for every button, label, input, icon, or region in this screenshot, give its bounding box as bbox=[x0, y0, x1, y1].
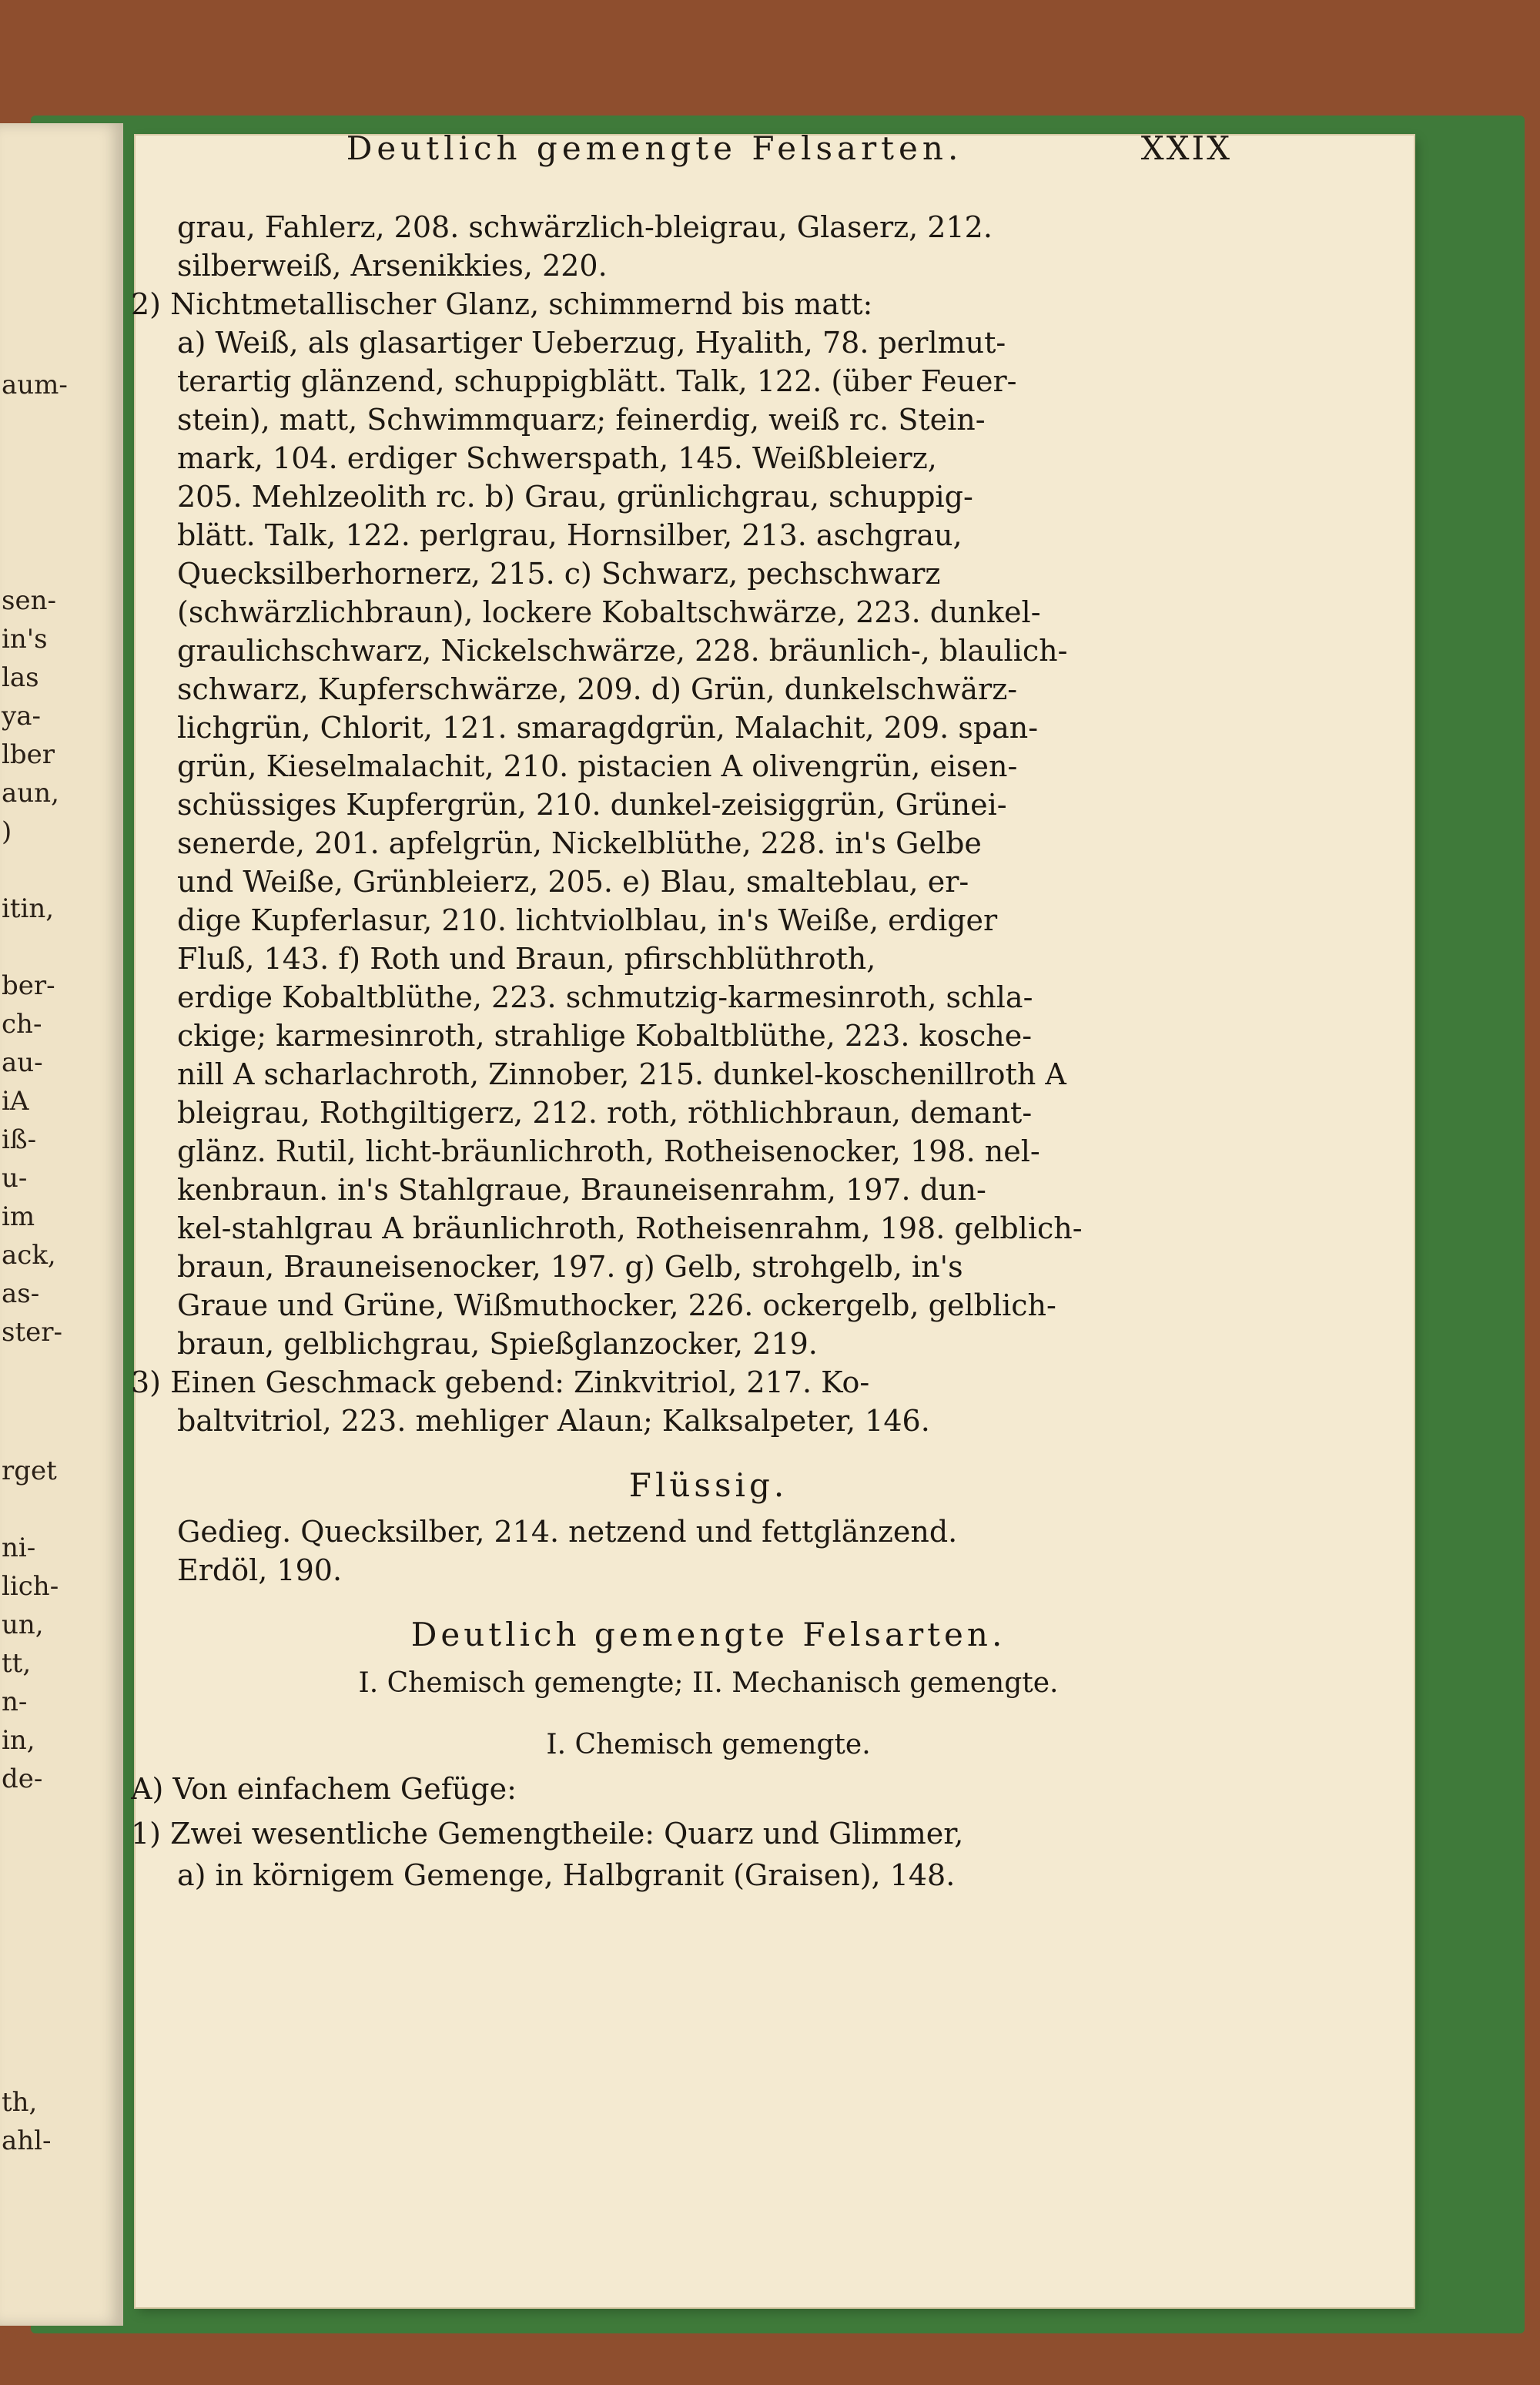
text-line: blätt. Talk, 122. perlgrau, Hornsilber, 213. aschgrau, bbox=[177, 518, 962, 552]
left-page-fragment: tt, bbox=[2, 1648, 32, 1679]
text-line: kel-stahlgrau A bräunlichroth, Rotheisenrahm, 198. gelblich- bbox=[177, 1211, 1083, 1245]
left-page-fragment: rget bbox=[2, 1455, 57, 1486]
left-page-fragment: sen- bbox=[2, 585, 56, 616]
text-line: senerde, 201. apfelgrün, Nickelblüthe, 228. in's Gelbe bbox=[177, 826, 982, 860]
left-page-fragment: ber- bbox=[2, 970, 55, 1001]
left-page-fragment: ) bbox=[2, 816, 12, 847]
left-page-fragment: aum- bbox=[2, 370, 68, 400]
text-line: grün, Kieselmalachit, 210. pistacien A olivengrün, eisen- bbox=[177, 749, 1018, 783]
text-line: dige Kupferlasur, 210. lichtviolblau, in's Weiße, erdiger bbox=[177, 903, 998, 937]
text-line: Quecksilberhornerz, 215. c) Schwarz, pechschwarz bbox=[177, 557, 941, 591]
left-page-fragment: ster- bbox=[2, 1317, 62, 1348]
text-line: terartig glänzend, schuppigblätt. Talk, 122. (über Feuer- bbox=[177, 364, 1017, 398]
text-line: baltvitriol, 223. mehliger Alaun; Kalksalpeter, 146. bbox=[177, 1404, 930, 1438]
left-page-fragment: ack, bbox=[2, 1240, 56, 1271]
text-line: nill A scharlachroth, Zinnober, 215. dunkel-koschenillroth A bbox=[177, 1057, 1066, 1091]
left-page-fragment: au- bbox=[2, 1047, 43, 1078]
text-line: silberweiß, Arsenikkies, 220. bbox=[177, 249, 608, 283]
text-line: a) Weiß, als glasartiger Ueberzug, Hyalith, 78. perlmut- bbox=[177, 326, 1006, 360]
text-line: 1) Zwei wesentliche Gemengtheile: Quarz und Glimmer, bbox=[131, 1817, 964, 1851]
text-line: graulichschwarz, Nickelschwärze, 228. bräunlich-, blaulich- bbox=[177, 634, 1068, 668]
left-page-fragment: ch- bbox=[2, 1009, 42, 1040]
left-page-fragment: ahl- bbox=[2, 2125, 52, 2156]
text-line: lichgrün, Chlorit, 121. smaragdgrün, Malachit, 209. span- bbox=[177, 711, 1039, 745]
left-page-fragment: in's bbox=[2, 624, 48, 655]
text-line: Fluß, 143. f) Roth und Braun, pfirschblüthroth, bbox=[177, 942, 876, 976]
text-line: kenbraun. in's Stahlgraue, Brauneisenrahm, 197. dun- bbox=[177, 1173, 986, 1207]
left-page-fragment: in, bbox=[2, 1725, 35, 1756]
text-line: Gedieg. Quecksilber, 214. netzend und fettglänzend. bbox=[177, 1515, 958, 1549]
page-header bbox=[231, 129, 1232, 183]
text-line: erdige Kobaltblüthe, 223. schmutzig-karmesinroth, schla- bbox=[177, 980, 1033, 1014]
text-line: grau, Fahlerz, 208. schwärzlich-bleigrau, Glaserz, 212. bbox=[177, 210, 993, 244]
left-page-fragment: itin, bbox=[2, 893, 55, 924]
text-line: glänz. Rutil, licht-bräunlichroth, Rotheisenocker, 198. nel- bbox=[177, 1134, 1040, 1168]
part-heading: I. Chemisch gemengte. bbox=[546, 1729, 871, 1760]
left-page-fragment: as- bbox=[2, 1278, 40, 1309]
text-line: stein), matt, Schwimmquarz; feinerdig, weiß rc. Stein- bbox=[177, 403, 986, 437]
text-line: und Weiße, Grünbleierz, 205. e) Blau, smalteblau, er- bbox=[177, 865, 969, 899]
left-page-fragment: u- bbox=[2, 1163, 28, 1194]
left-page-fragment: las bbox=[2, 662, 39, 693]
text-line: 2) Nichtmetallischer Glanz, schimmernd bis matt: bbox=[131, 287, 873, 321]
text-line: braun, Brauneisenocker, 197. g) Gelb, strohgelb, in's bbox=[177, 1250, 963, 1284]
left-page-edge bbox=[0, 123, 123, 2326]
left-page-fragment: lber bbox=[2, 739, 55, 770]
page-number: XXIX bbox=[1140, 129, 1232, 167]
left-page-fragment: iß- bbox=[2, 1124, 37, 1155]
text-line: a) in körnigem Gemenge, Halbgranit (Graisen), 148. bbox=[177, 1858, 956, 1892]
left-page-fragment: th, bbox=[2, 2087, 38, 2118]
left-page-fragment: aun, bbox=[2, 778, 59, 809]
left-page-fragment: n- bbox=[2, 1687, 28, 1717]
text-line: 205. Mehlzeolith rc. b) Grau, grünlichgrau, schuppig- bbox=[177, 480, 973, 514]
text-line: bleigrau, Rothgiltigerz, 212. roth, röthlichbraun, demant- bbox=[177, 1096, 1033, 1130]
page-body bbox=[131, 208, 1240, 1894]
section-heading: Deutlich gemengte Felsarten. bbox=[410, 1616, 1006, 1653]
section-heading-fluessig: Flüssig. bbox=[628, 1466, 788, 1504]
text-line: braun, gelblichgrau, Spießglanzocker, 219. bbox=[177, 1327, 818, 1361]
text-line: schüssiges Kupfergrün, 210. dunkel-zeisiggrün, Grünei- bbox=[177, 788, 1007, 822]
left-page-fragment: im bbox=[2, 1201, 35, 1232]
text-line: schwarz, Kupferschwärze, 209. d) Grün, dunkelschwärz- bbox=[177, 672, 1018, 706]
left-page-fragment: lich- bbox=[2, 1571, 59, 1602]
left-page-fragment: ni- bbox=[2, 1532, 36, 1563]
text-line: mark, 104. erdiger Schwerspath, 145. Weißbleierz, bbox=[177, 441, 937, 475]
text-line: (schwärzlichbraun), lockere Kobaltschwärze, 223. dunkel- bbox=[177, 595, 1041, 629]
left-page-fragment: iA bbox=[2, 1086, 29, 1117]
text-line: A) Von einfachem Gefüge: bbox=[131, 1772, 517, 1806]
left-page-fragment: un, bbox=[2, 1610, 44, 1640]
text-line: Erdöl, 190. bbox=[177, 1553, 343, 1587]
text-line: 3) Einen Geschmack gebend: Zinkvitriol, 217. Ko- bbox=[131, 1365, 870, 1399]
section-subheading: I. Chemisch gemengte; II. Mechanisch gemengte. bbox=[358, 1667, 1059, 1699]
running-title: Deutlich gemengte Felsarten. bbox=[346, 129, 963, 167]
left-page-fragment: de- bbox=[2, 1764, 43, 1794]
text-line: Graue und Grüne, Wißmuthocker, 226. ockergelb, gelblich- bbox=[177, 1288, 1056, 1322]
left-page-fragment: ya- bbox=[2, 701, 41, 732]
text-line: ckige; karmesinroth, strahlige Kobaltblüthe, 223. kosche- bbox=[177, 1019, 1033, 1053]
